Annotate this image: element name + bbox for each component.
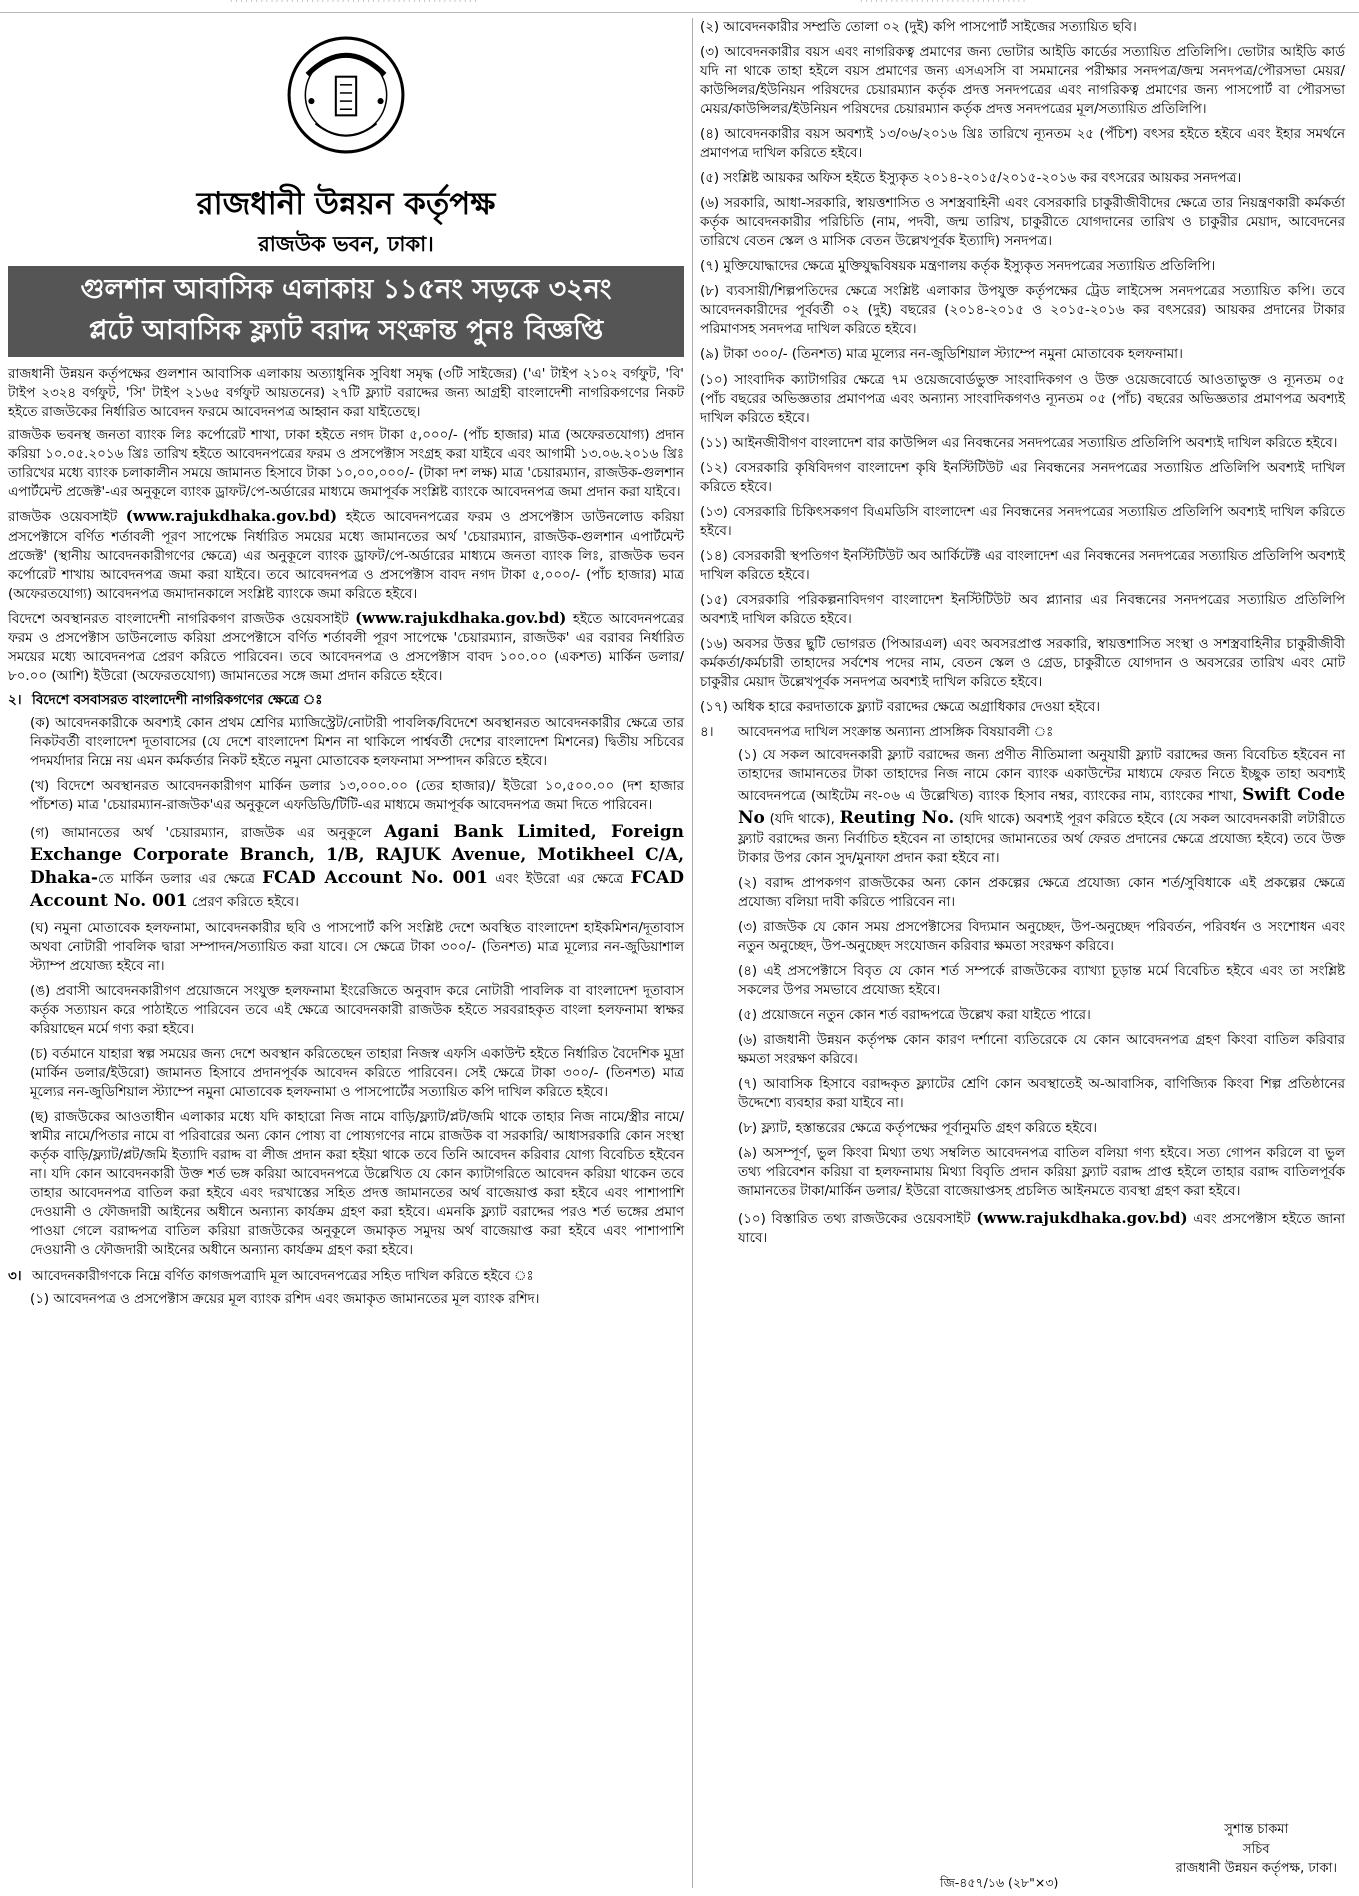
section-4-item-9: (৯) অসম্পূর্ণ, ভুল কিংবা মিথ্যা তথ্য সম্বলিত আবেদনপত্র বাতিল বলিয়া গণ্য হইবে। সত্য গোপন করিলে বা ভুল তথ্য পরিবেশন করিয়া বা হলফনামায় মিথ্যা বিবৃতি প্রদান করিয়া ফ্ল্যাট বরাদ্দ প্রাপ্ত হইলে তাহার বরাদ্দ বাতিলপূর্বক জামানতের টাকা/মার্কিন ডলার/ ইউরো বাজেয়াপ্তসহ প্রচলিত আইনমতে ব্যবস্থা গ্রহণ করা হইবে। — [738, 1146, 1345, 1200]
section-2-item-chha: (ছ) রাজউকের আওতাধীন এলাকার মধ্যে যদি কাহারো নিজ নামে বাড়ি/ফ্ল্যাট/প্লট/জমি থাকে তাহার নিজ নামে/স্ত্রীর নামে/স্বামীর নামে/পিতার নামে বা পরিবারের অন্য কোন পোষ্য বা পোষ্যগণের নামে রাজউক বা সরকারি/ আধাসরকারি কোন সংস্থা কর্তৃক বাড়ি/ফ্ল্যাট/প্লট/জমি ইত্যাদি বরাদ্দ বা লীজ প্রদান করা হইয়া থাকে তবে তিনি আবেদন করিবার যোগ্য বিবেচিত হইবেন না। যদি কোন আবেদনকারী উক্ত শর্ত ভঙ্গ করিয়া আবেদনপত্রে উল্লেখিত যে কোন ক্যাটাগরিতে আবেদন করিয়া থাকেন তবে তাহার আবেদনপত্র বাতিল করা হইবে এবং দরখাস্তের সহিত প্রদত্ত জামানতের অর্থ বাজেয়াপ্ত করা হইবে এবং পাশাপাশি দেওয়ানী ও ফৌজদারী আইনের অধীনে অন্যান্য কার্যক্রম গ্রহণ করা হইবে। এমনকি ফ্ল্যাট বরাদ্দের পরও শর্ত ভঙ্গের প্রমাণ পাওয়া গেলে বরাদ্দপত্র বাতিল করিয়া রাজউকের অনুকূলে জমাকৃত সমুদয় অর্থ বাজেয়াপ্ত করা হইবে এবং পাশাপাশি দেওয়ানী ও ফৌজদারী আইনের অধীনে অন্যান্য কার্যক্রম গ্রহণ করা হইবে। — [30, 1110, 685, 1259]
section-3-item-13: (১৩) বেসরকারি চিকিৎসকগণ বিএমডিসি বাংলাদেশ এর নিবন্ধনের সনদপত্রের সত্যায়িত প্রতিলিপি অবশ্যই দাখিল করিতে হইবে। — [700, 504, 1345, 539]
section-3-item-1: (১) আবেদনপত্র ও প্রসপেক্টাস ক্রয়ের মূল ব্যাংক রশিদ এবং জমাকৃত জামানতের মূল ব্যাংক রশিদ। — [30, 1291, 540, 1307]
section-3-item-17: (১৭) অধিক হারে করদাতাকে ফ্ল্যাট বরাদ্দের ক্ষেত্রে অগ্রাধিকার দেওয়া হইবে। — [700, 699, 1101, 715]
item-ga-usd: তে মার্কিন ডলার এর ক্ষেত্রে — [97, 872, 255, 888]
section-3-item-4: (৪) আবেদনকারীর বয়স অবশ্যই ১৩/০৬/২০১৬ খ্রিঃ তারিখে ন্যূনতম ২৫ (পঁচিশ) বৎসর হইতে হইবে এবং ইহার সমর্থনে প্রমাণপত্র দাখিল করিতে হইবে। — [700, 127, 1345, 162]
intro-paragraph: রাজধানী উন্নয়ন কর্তৃপক্ষের গুলশান আবাসিক এলাকায় অত্যাধুনিক সুবিধা সমৃদ্ধ (৩টি সাইজের) ('এ' টাইপ ২১০২ বর্গফুট, 'বি' টাইপ ২৩২৪ বর্গফুট, 'সি' টাইপ ২১৬৫ বর্গফুট আয়তনের) ২৭টি ফ্ল্যাট বরাদ্দের জন্য আগ্রহী বাংলাদেশী নাগরিকগণের নিকট হইতে রাজউকের নির্ধারিত আবেদন ফরমে আবেদনপত্র আহ্বান করা যাইতেছে। — [8, 367, 684, 421]
section-4-item-7: (৭) আবাসিক হিসাবে বরাদ্দকৃত ফ্ল্যাটের শ্রেণি কোন অবস্থাতেই অ-আবাসিক, বাণিজ্যিক কিংবা শিল্প প্রতিষ্ঠানের উদ্দেশ্যে ব্যবহার করা যাইবে না। — [738, 1077, 1345, 1112]
previous-page-cut-strip: · · · · · · · · · · · · · · · · · · · · · · · · · · · · · · · · · · · · · · · · · · · · · · · · · · · · · · · · · · · · · · · · · · · · · · · · · · · · · · · · · · — [0, 0, 1359, 13]
right-column — [700, 18, 1345, 1254]
column-divider — [692, 18, 693, 1888]
overseas-paragraph-body: হইতে আবেদনপত্রের ফরম ও প্রসপেক্টাস ডাউনলোড করিয়া প্রসপেক্টাসে বর্ণিত শর্তাবলী পূরণ সাপেক্ষে 'চেয়ারম্যান, রাজউক' এর বরাবর নির্ধারিত সময়ের মধ্যে আবেদনপত্র প্রেরণ করিতে পারিবেন। তবে আবেদনপত্র ও প্রসপেক্টাস বাবদ ১০০.০০ (একশত) মার্কিন ডলার/৮০.০০ (আশি) ইউরো (অফেরতযোগ্য) জামানতের সঙ্গে জমা প্রদান করিতে হইবে। — [8, 611, 685, 684]
section-4-item-4: (৪) এই প্রসপেক্টাসে বিবৃত যে কোন শর্ত সম্পর্কে রাজউকের ব্যাখ্যা চূড়ান্ত মর্মে বিবেচিত হইবে এবং তা সংশ্লিষ্ট সকলের উপর সমভাবে প্রযোজ্য হইবে। — [738, 964, 1345, 999]
section-2-item-cha: (চ) বর্তমানে যাহারা স্বল্প সময়ের জন্য দেশে অবস্থান করিতেছেন তাহারা নিজস্ব এফসি একাউন্ট হইতে নির্ধারিত বৈদেশিক মুদ্রা (মার্কিন ডলার/ইউরো) জামানত হিসাবে প্রদানপূর্বক আবেদন করিতে পারিবেন। সেই ক্ষেত্রে টাকা ৩০০/- (তিনশত) মাত্র মূল্যের নন-জুডিশিয়াল স্ট্যাম্পে নমুনা মোতাবেক হলফনামা ও পাসপোর্টের সত্যায়িত কপি দাখিল করিতে হইবে। — [30, 1047, 684, 1101]
section-3-item-8: (৮) ব্যবসায়ী/শিল্পপতিদের ক্ষেত্রে সংশ্লিষ্ট এলাকার উপযুক্ত কর্তৃপক্ষের ট্রেড লাইসেন্স সনদপত্রের সত্যায়িত কপি। তবে আবেদনকারীদের পূর্ববর্তী ০২ (দুই) বছরের (২০১৪-২০১৫ ও ২০১৫-২০১৬ কর বৎসরের) আয়কর প্রদানের টাকার পরিমাণসহ সনদপত্র দাখিল করিতে হইবে। — [700, 284, 1345, 338]
item-1-body: (যদি থাকে) অবশ্যই পূরণ করিতে হইবে (যে সকল আবেদনকারী লটারীতে ফ্ল্যাট বরাদ্দের জন্য নির্বাচিত হইবেন না তাহাদের জামানতের অর্থ ফেরত প্রদানের ক্ষেত্রে প্রযোজ্য হইবে) তবে উক্ত টাকার উপর কোন সুদ/মুনাফা প্রদান করা হইবে না। — [738, 812, 1346, 866]
section-4-item-10 — [738, 1208, 1345, 1248]
section-3-item-3: (৩) আবেদনকারীর বয়স এবং নাগরিকত্ব প্রমাণের জন্য ভোটার আইডি কার্ডের সত্যায়িত প্রতিলিপি। ভোটার আইডি কার্ড যদি না থাকে তাহা হইলে বয়স প্রমাণের জন্য এসএসসি বা সমমানের পরীক্ষার সনদপত্র/জন্ম সনদপত্র/পৌরসভা মেয়র/কাউন্সিলর/ইউনিয়ন পরিষদের চেয়ারম্যান কর্তৃক প্রদত্ত সনদপত্রের এবং নাগরিকত্ব প্রমাণের জন্য পাসপোর্ট বা পৌরসভা মেয়র/কাউন্সিলর/ইউনিয়ন পরিষদের চেয়ারম্যান কর্তৃক প্রদত্ত সনদপত্রের মূল/সত্যায়িত প্রতিলিপি। — [700, 45, 1345, 118]
section-3-item-14: (১৪) বেসরকারী স্থপতিগণ ইনস্টিটিউট অব আর্কিটেক্ট এর বাংলাদেশ এর নিবন্ধনের সনদপত্রের সত্যায়িত প্রতিলিপি অবশ্যই দাখিল করিতে হইবে। — [700, 548, 1345, 583]
signatory-designation: সচিব — [1243, 1841, 1270, 1857]
section-3-item-7: (৭) মুক্তিযোদ্ধাদের ক্ষেত্রে মুক্তিযুদ্ধবিষয়ক মন্ত্রণালয় কর্তৃক ইস্যুকৃত সনদপত্রের সত্যায়িত প্রতিলিপি। — [700, 259, 1216, 275]
swift-code-label: Swift Code No — [738, 785, 1346, 829]
notice-title-line2: প্লটে আবাসিক ফ্ল্যাট বরাদ্দ সংক্রান্ত পুনঃ বিজ্ঞপ্তি — [88, 314, 604, 346]
website-link[interactable]: (www.rajukdhaka.gov.bd) — [125, 507, 338, 526]
section-3-item-10: (১০) সাংবাদিক ক্যাটাগরির ক্ষেত্রে ৭ম ওয়েজবোর্ডভুক্ত সাংবাদিকগণ ও উক্ত ওয়েজবোর্ডে আওতাভুক্ত ও ন্যূনতম ০৫ (পাঁচ বছরের অভিজ্ঞতার প্রমাণপত্র এবং অন্যান্য সাংবাদিকগণও ন্যূনতম ০৫ (পাঁচ) বছরের অভিজ্ঞতার প্রমাণপত্র অবশ্যই দাখিল করিতে হইবে। — [700, 372, 1345, 426]
section-3-item-15: (১৫) বেসরকারি পরিকল্পনাবিদগণ বাংলাদেশ ইনস্টিটিউট অব প্ল্যানার এর নিবন্ধনের সনদপত্রের সত্যায়িত প্রতিলিপি অবশ্যই দাখিল করিতে হইবে। — [700, 592, 1345, 627]
signature-block — [1176, 1820, 1337, 1879]
section-2-title: বিদেশে বসবাসরত বাংলাদেশী নাগরিকগণের ক্ষেত্রে ঃ — [32, 693, 323, 709]
section-4-item-1 — [738, 746, 1345, 868]
collection-paragraph: রাজউক ভবনস্থ জনতা ব্যাংক লিঃ কর্পোরেট শাখা, ঢাকা হইতে নগদ টাকা ৫,০০০/- (পাঁচ হাজার) মাত্র (অফেরতযোগ্য) প্রদান করিয়া ১০.০৫.২০১৬ খ্রিঃ তারিখ হইতে আবেদনপত্রের ফরম ও প্রসপেক্টাস সংগ্রহ করা যাইবে এবং আগামী ১৩.০৬.২০১৬ খ্রিঃ তারিখের মধ্যে ব্যাংক চলাকালীন সময়ে জামানত হিসাবে টাকা ১০,০০,০০০/- (টাকা দশ লক্ষ) মাত্র 'চেয়ারম্যান, রাজউক-গুলশান এপার্টমেন্ট প্রজেক্ট'-এর অনুকূলে ব্যাংক ড্রাফট/পে-অর্ডারের মাধ্যমে জমাপূর্বক সংশ্লিষ্ট ব্যাংকে আবেদনপত্র জমা প্রদান করা যাইবে। — [8, 428, 684, 501]
advert-reference: জি-৪৫৭/১৬ (২৮"×৩) — [940, 1875, 1059, 1890]
section-4-item-8: (৮) ফ্ল্যাট, হস্তান্তরের ক্ষেত্রে কর্তৃপক্ষের পূর্বানুমতি গ্রহণ করিতে হইবে। — [738, 1121, 1098, 1137]
section-2-number: ২। — [8, 693, 22, 709]
section-3-number: ৩। — [8, 1268, 22, 1284]
euro-account: FCAD Account No. 001 — [30, 868, 684, 912]
section-3-item-9: (৯) টাকা ৩০০/- (তিনশত) মাত্র মূল্যের নন-জুডিশিয়াল স্ট্যাম্পে নমুনা মোতাবেক হলফনামা। — [700, 347, 1183, 363]
section-3-title: আবেদনকারীগণকে নিম্নে বর্ণিত কাগজপত্রাদি মূল আবেদনপত্রের সহিত দাখিল করিতে হইবে ঃ — [32, 1268, 534, 1284]
notice-title-banner — [8, 266, 684, 357]
overseas-paragraph-lead: বিদেশে অবস্থানরত বাংলাদেশী নাগরিকগণ রাজউক ওয়েবসাইট — [8, 611, 349, 627]
notice-title-line1: গুলশান আবাসিক এলাকায় ১১৫নং সড়কে ৩২নং — [80, 274, 612, 305]
section-3-item-16: (১৬) অবসর উত্তর ছুটি ভোগরত (পিআরএল) এবং অবসরপ্রাপ্ত সরকারি, স্বায়ত্তশাসিত সংস্থা ও সশস্ত্রবাহিনীর চাকুরীজীবী কর্মকর্তা/কর্মচারী তাহাদের সর্বশেষ পদের নাম, বেতন স্কেল ও গ্রেড, চাকুরীতে যোগদান ও অবসরের তারিখ এবং মোট চাকুরীর মেয়াদ উল্লেখপূর্বক সনদপত্র অবশ্যই দাখিল করিতে হইবে। — [700, 636, 1345, 690]
section-3-item-6: (৬) সরকারি, আধা-সরকারি, স্বায়ত্তশাসিত ও সশস্ত্রবাহিনী এবং বেসরকারি চাকুরীজীবীদের ক্ষেত্রে তার নিয়ন্ত্রণকারী কর্মকর্তা কর্তৃক আবেদনকারীর পরিচিতি (নাম, পদবী, জন্ম তারিখ, চাকুরীতে যোগদানের তারিখ ও চাকুরীর মেয়াদ, আবেদনের তারিখে বেতন স্কেল ও মাসিক বেতন উল্লেখপূর্বক ইত্যাদি) সনদপত্র। — [700, 196, 1345, 250]
section-3-item-11: (১১) আইনজীবীগণ বাংলাদেশ বার কাউন্সিল এর নিবন্ধনের সনদপত্রের সত্যায়িত প্রতিলিপি অবশ্যই দাখিল করিতে হইবে। — [700, 435, 1338, 451]
item-ga-euro: এবং ইউরো এর ক্ষেত্রে — [495, 872, 624, 888]
section-2-item-ka: (ক) আবেদনকারীকে অবশ্যই কোন প্রথম শ্রেণির ম্যাজিস্ট্রেট/নোটারী পাবলিক/বিদেশে অবস্থানরত আবেদনকারীর ক্ষেত্রে তার নিকটবর্তী বাংলাদেশ দূতাবাসের (যে দেশে বাংলাদেশ মিশন না থাকিলে পার্শ্ববর্তী দেশের বাংলাদেশ মিশনের) দ্বিতীয় সচিবের পদমর্যাদার নিম্নে নয় এমন কর্মকর্তার নিকট হইতে নমুনা মোতাবেক হলফনামা সম্পাদন করিতে হইবে। — [30, 716, 684, 770]
reuting-no-label: Reuting No. — [839, 808, 955, 829]
bank-name: Agani Bank Limited, Foreign Exchange Corporate Branch, 1/B, RAJUK Avenue, Motikheel C/A, Dhaka- — [30, 822, 684, 889]
website-paragraph — [8, 506, 684, 603]
left-column — [8, 18, 684, 1315]
overseas-website-link[interactable]: (www.rajukdhaka.gov.bd) — [355, 608, 567, 627]
section-4-item-2: (২) বরাদ্দ প্রাপকগণ রাজউকের অন্য কোন প্রকল্পের ক্ষেত্রে প্রযোজ্য কোন শর্ত/সুবিধাকে এই প্রকল্পের ক্ষেত্রে প্রযোজ্য বলিয়া দাবী করিতে পারিবেন না। — [738, 876, 1345, 911]
section-3-item-5: (৫) সংশ্লিষ্ট আয়কর অফিস হইতে ইস্যুকৃত ২০১৪-২০১৫/২০১৫-২০১৬ কর বৎসরের আয়কর সনদপত্র। — [700, 171, 1242, 187]
overseas-paragraph — [8, 608, 684, 686]
rajuk-seal-icon — [285, 34, 407, 156]
signatory-office: রাজধানী উন্নয়ন কর্তৃপক্ষ, ঢাকা। — [1175, 1861, 1337, 1876]
item-10-end: এবং প্রসপেক্টাস হইতে জানা যাবে। — [738, 1211, 1345, 1246]
website-paragraph-lead: রাজউক ওয়েবসাইট — [8, 510, 118, 526]
notice-header — [8, 18, 684, 260]
section-2-item-kha: (খ) বিদেশে অবস্থানরত আবেদনকারীগণ মার্কিন ডলার ১৩,০০০.০০ (তের হাজার)/ ইউরো ১০,৫০০.০০ (দশ হাজার পাঁচশত) মাত্র 'চেয়ারম্যান-রাজউক'এর অনুকূলে এফডিডি/টিটি-এর মাধ্যমে জমাপূর্বক আবেদনপত্র জমা দিতে পারিবেন। — [30, 779, 684, 814]
section-3-heading — [8, 1267, 684, 1286]
section-2-item-uma: (ঙ) প্রবাসী আবেদনকারীগণ প্রয়োজনে সংযুক্ত হলফনামা ইংরেজিতে অনুবাদ করে নোটারী পাবলিক বা বাংলাদেশ দূতাবাস কর্তৃক সত্যায়ন করে পাঠাইতে পারিবেন তবে এই ক্ষেত্রে আবেদনকারী রাজউক হইতে সরবরাহকৃত বাংলা হলফনামা স্বাক্ষর করিয়াছেন মর্মে গণ্য করা হইবে। — [30, 984, 684, 1038]
org-name: রাজধানী উন্নয়ন কর্তৃপক্ষ — [196, 186, 496, 223]
usd-account: FCAD Account No. 001 — [262, 868, 488, 889]
item-ga-lead: (গ) জামানতের অর্থ 'চেয়ারম্যান, রাজউক এর অনুকূলে — [30, 826, 372, 842]
section-4-heading — [700, 723, 1345, 742]
website-paragraph-body: হইতে আবেদনপত্রের ফরম ও প্রসপেক্টাস ডাউনলোড করিয়া প্রসপেক্টাসে বর্ণিত শর্তাবলী পূরণ সাপেক্ষে নির্ধারিত সময়ের মধ্যে জামানতের অর্থ 'চেয়ারম্যান, রাজউক-গুলশান এপার্টমেন্ট প্রজেক্ট' (স্থানীয় আবেদনকারীগণের ক্ষেত্রে) এর অনুকূলে ব্যাংক ড্রাফট/পে-অর্ডারের মাধ্যমে জনতা ব্যাংক লিঃ, রাজউক ভবন কর্পোরেট শাখায় আবেদনপত্র জমা করা যাইবে। তবে আবেদনপত্র ও প্রসপেক্টাস বাবদ নগদ টাকা ৫,০০০/- (পাঁচ হাজার) মাত্র (অফেরতযোগ্য) আবেদনপত্র জমাদানকালে সংশ্লিষ্ট ব্যাংকে জমা করিতে হইবে। — [8, 510, 684, 602]
item-ga-end: প্রেরণ করিতে হইবে। — [191, 895, 299, 911]
section-4-item-6: (৬) রাজধানী উন্নয়ন কর্তৃপক্ষ কোন কারণ দর্শানো ব্যতিরেকে যে কোন আবেদনপত্র গ্রহণ কিংবা বাতিল করিবার ক্ষমতা সংরক্ষণ করিবে। — [738, 1033, 1345, 1068]
section-4-title: আবেদনপত্র দাখিল সংক্রান্ত অন্যান্য প্রাসঙ্গিক বিষয়াবলী ঃ — [738, 725, 1054, 740]
item-10-lead: (১০) বিস্তারিত তথ্য রাজউকের ওয়েবসাইট — [738, 1211, 971, 1227]
section-3-item-2: (২) আবেদনকারীর সম্প্রতি তোলা ০২ (দুই) কপি পাসপোর্ট সাইজের সত্যায়িত ছবি। — [700, 20, 1137, 35]
section-3-item-12: (১২) বেসরকারি কৃষিবিদগণ বাংলাদেশ কৃষি ইনস্টিটিউট এর নিবন্ধনের সনদপত্রের সত্যায়িত প্রতিলিপি অবশ্যই দাখিল করিতে হইবে। — [700, 460, 1345, 495]
section-2-item-gha: (ঘ) নমুনা মোতাবেক হলফনামা, আবেদনকারীর ছবি ও পাসপোর্ট কপি সংশ্লিষ্ট দেশে অবস্থিত বাংলাদেশ হাইকমিশন/দূতাবাস অথবা নোটারী পাবলিক দ্বারা সম্পাদন/সত্যায়িত করা যাবে। সে ক্ষেত্রে টাকা ৩০০/- (তিনশত) মাত্র মূল্যের নন-জুডিয়াশাল স্ট্যাম্প প্রযোজ্য হইবে না। — [30, 920, 684, 975]
rajuk-website-link[interactable]: (www.rajukdhaka.gov.bd) — [976, 1208, 1188, 1227]
section-2-heading — [8, 691, 684, 710]
section-4-item-5: (৫) প্রয়োজনে নতুন কোন শর্ত বরাদ্দপত্রে উল্লেখ করা যাইতে পারে। — [738, 1008, 1091, 1024]
org-address: রাজউক ভবন, ঢাকা। — [258, 231, 434, 257]
section-2-item-ga — [30, 821, 684, 913]
section-4-item-3: (৩) রাজউক যে কোন সময় প্রসপেক্টাসের বিদ্যমান অনুচ্ছেদ, উপ-অনুচ্ছেদ পরিবর্তন, পরিবর্ধন ও সংশোধন এবং নতুন অনুচ্ছেদ, উপ-অনুচ্ছেদ সংযোজন করিবার ক্ষমতা সংরক্ষণ করিবে। — [738, 920, 1345, 955]
item-1-swift-note: (যদি থাকে), — [769, 812, 835, 828]
section-4-number: ৪। — [700, 725, 714, 740]
signatory-name: সুশান্ত চাকমা — [1224, 1822, 1289, 1837]
item-1-lead: (১) যে সকল আবেদনকারী ফ্ল্যাট বরাদ্দের জন্য প্রণীত নীতিমালা অনুযায়ী ফ্ল্যাট বরাদ্দের জন্য বিবেচিত হইবেন না তাহাদের জামানতের টাকা তাহাদের নিজ নামে কোন ব্যাংক একাউন্টের মাধ্যমে ফেরত নিতে ইচ্ছুক তাহা অবশ্যই আবেদনপত্রে (আইটেম নং-০৬ এ উল্লেখিত) ব্যাংক হিসাব নম্বর, ব্যাংকের নাম, ব্যাংকের শাখা, — [738, 748, 1345, 805]
